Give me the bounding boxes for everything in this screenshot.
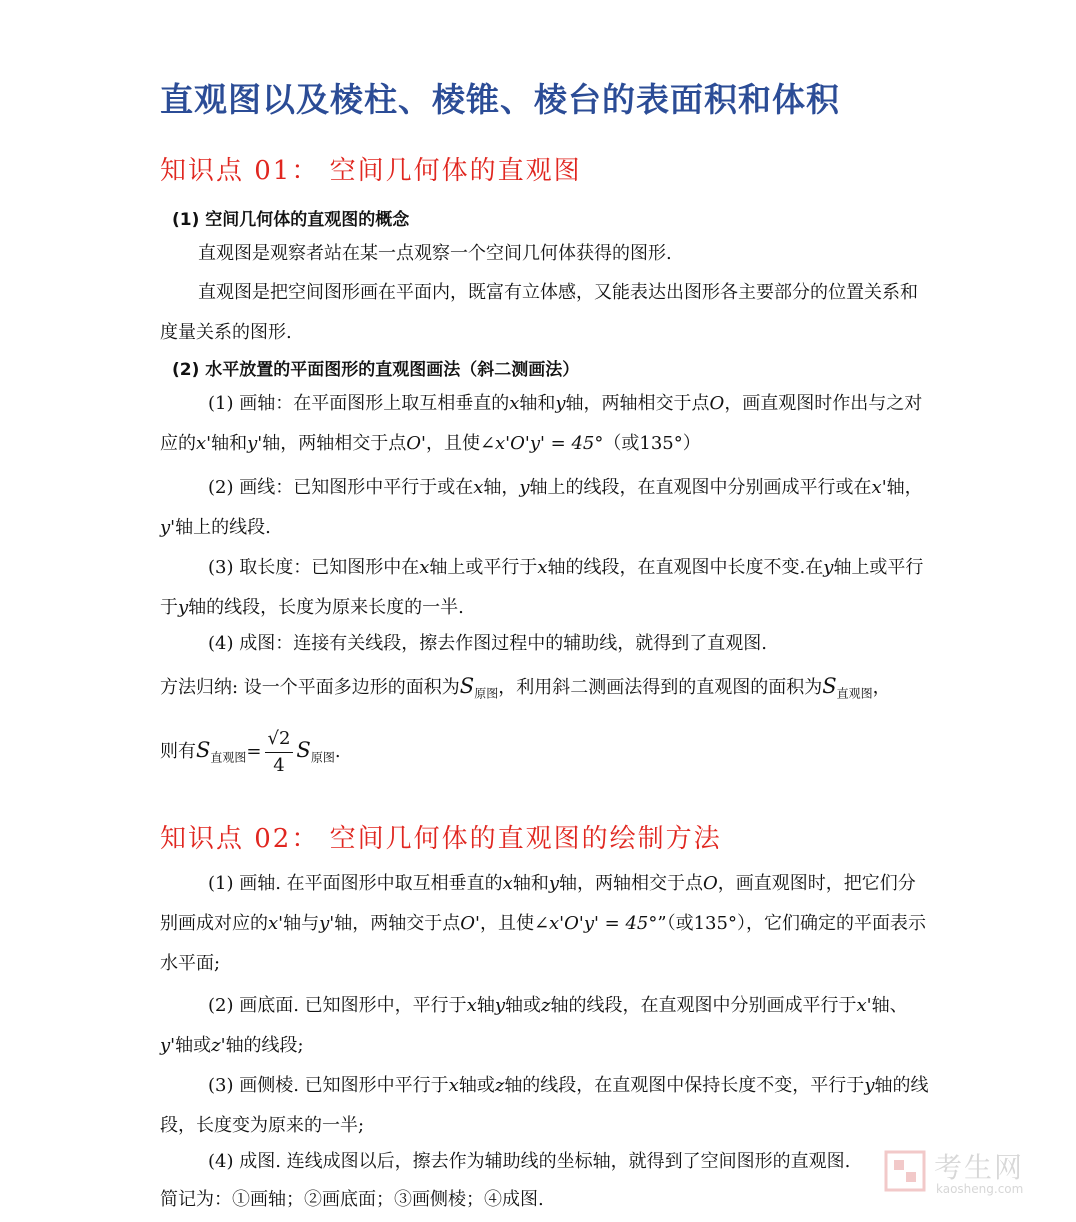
step-take-length: (3) 取长度：已知图形中在x轴上或平行于x轴的线段，在直观图中长度不变.在y轴上或平行于y轴的线段，长度为原来长度的一半. bbox=[160, 557, 924, 618]
subheading-method: (2) 水平放置的平面图形的直观图画法（斜二测画法） bbox=[172, 360, 580, 380]
step-draw-axes: (1) 画轴：在平面图形上取互相垂直的x轴和y轴，两轴相交于点O，画直观图时作出与之对应的x'轴和y'轴，两轴相交于点O'，且使∠x'O'y' = 45°（或135°） bbox=[160, 393, 923, 454]
fraction: $\frac{√2}{4}$ bbox=[265, 726, 294, 779]
section-heading-02: 知识点 02： 空间几何体的直观图的绘制方法 bbox=[160, 824, 722, 854]
watermark-logo-icon bbox=[884, 1150, 926, 1192]
watermark bbox=[884, 1144, 1054, 1204]
watermark-url: kaosheng.com bbox=[936, 1182, 1024, 1196]
subheading-concept: (1) 空间几何体的直观图的概念 bbox=[172, 210, 410, 230]
summary-line: 简记为：①画轴；②画底面；③画侧棱；④成图. bbox=[160, 1189, 544, 1210]
method-summary: 方法归纳: 设一个平面多边形的面积为$S_{原图}$，利用斜二测画法得到的直观图的面积为$S_{直观图}$， bbox=[160, 674, 891, 701]
step2-draw-edges: (3) 画侧棱. 已知图形中平行于x轴或z轴的线段，在直观图中保持长度不变，平行于y轴的线段，长度变为原来的一半; bbox=[160, 1075, 929, 1136]
step2-finish: (4) 成图. 连线成图以后，擦去作为辅助线的坐标轴，就得到了空间图形的直观图. bbox=[208, 1151, 851, 1172]
step2-draw-axes: (1) 画轴. 在平面图形中取互相垂直的x轴和y轴，两轴相交于点O，画直观图时，把它们分别画成对应的x'轴与y'轴，两轴交于点O'，且使∠x'O'y' = 45°”（或135°），它们确定的平面表示水平面; bbox=[160, 873, 926, 974]
paragraph-description: 直观图是把空间图形画在平面内，既富有立体感，又能表达出图形各主要部分的位置关系和度量关系的图形. bbox=[160, 282, 918, 343]
step-draw-lines: (2) 画线：已知图形中平行于或在x轴，y轴上的线段，在直观图中分别画成平行或在x'轴，y'轴上的线段. bbox=[160, 477, 923, 538]
watermark-text: 考生网 bbox=[934, 1151, 1025, 1184]
step2-draw-base: (2) 画底面. 已知图形中，平行于x轴y轴或z轴的线段，在直观图中分别画成平行于x'轴、y'轴或z'轴的线段; bbox=[160, 995, 908, 1056]
area-formula: 则有$S_{直观图}=$ $\frac{√2}{4}$ $S_{原图}$. bbox=[160, 722, 930, 786]
document-title: 直观图以及棱柱、棱锥、棱台的表面积和体积 bbox=[160, 80, 840, 119]
section-heading-01: 知识点 01： 空间几何体的直观图 bbox=[160, 156, 582, 186]
paragraph-definition: 直观图是观察者站在某一点观察一个空间几何体获得的图形. bbox=[198, 243, 672, 264]
step-finish: (4) 成图：连接有关线段，擦去作图过程中的辅助线，就得到了直观图. bbox=[208, 633, 767, 654]
